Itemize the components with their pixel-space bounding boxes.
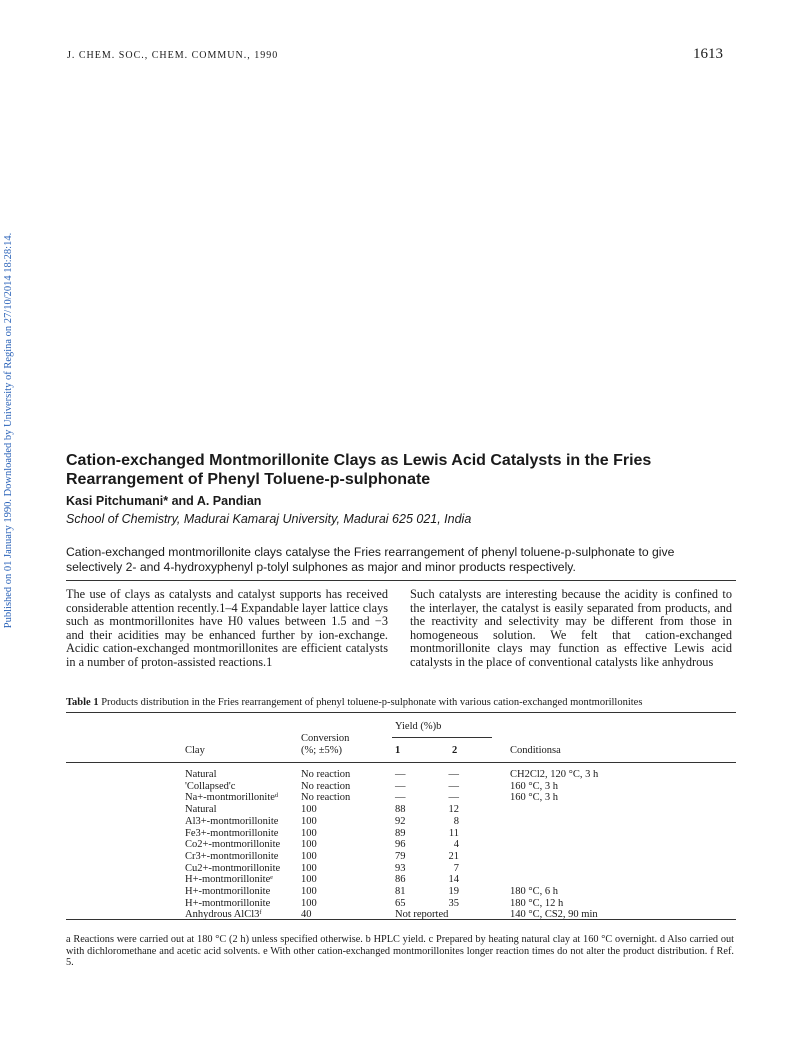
table-cell-conversion: 100 bbox=[301, 804, 317, 816]
table-cell-conditions: 160 °C, 3 h bbox=[510, 792, 558, 804]
table-cell-yield-2: 21 bbox=[448, 850, 459, 862]
table-cell-conversion: 100 bbox=[301, 862, 317, 874]
table-cell-yield-1: 96 bbox=[395, 839, 406, 851]
table-cell-yield-1: 88 bbox=[395, 804, 406, 816]
table-cell-yield-2: 4 bbox=[453, 839, 459, 851]
article-title: Cation-exchanged Montmorillonite Clays as Lewis Acid Catalysts in the Fries Rearrangement of Phenyl Toluene-p-sulphonate bbox=[66, 452, 652, 488]
table-cell-conditions: 140 °C, CS2, 90 min bbox=[510, 909, 598, 921]
table-cell-clay: Cr3+-montmorillonite bbox=[185, 850, 279, 862]
table-cell-conversion: 100 bbox=[301, 886, 317, 897]
table-cell-yield-2: 8 bbox=[453, 815, 459, 827]
table-cell-yield-1: Not reported bbox=[395, 909, 449, 921]
table-label: Table 1 bbox=[66, 697, 99, 708]
table-cell-conversion: 100 bbox=[301, 827, 317, 839]
table-cell-yield-2: — bbox=[448, 769, 459, 780]
table-caption bbox=[66, 697, 736, 708]
table-cell-yield-1: — bbox=[395, 769, 406, 780]
table-cell-yield-2: 35 bbox=[448, 897, 459, 909]
table-cell-conversion: 100 bbox=[301, 850, 317, 862]
table-top-rule bbox=[66, 712, 736, 713]
table-cell-clay: Fe3+-montmorillonite bbox=[185, 827, 279, 839]
table-cell-conversion: 100 bbox=[301, 839, 317, 851]
header-clay: Clay bbox=[185, 745, 205, 756]
running-head: J. CHEM. SOC., CHEM. COMMUN., 1990 bbox=[67, 50, 279, 61]
table-cell-clay: Natural bbox=[185, 804, 217, 816]
table-cell-yield-2: 14 bbox=[448, 874, 459, 886]
header-product-2: 2 bbox=[452, 745, 458, 756]
table-header-rule bbox=[66, 762, 736, 763]
table-cell-clay: Na+-montmorilloniteᵈ bbox=[185, 792, 279, 804]
author-list: Kasi Pitchumani* and A. Pandian bbox=[66, 494, 262, 508]
affiliation: School of Chemistry, Madurai Kamaraj University, Madurai 625 021, India bbox=[66, 512, 472, 526]
abstract-divider bbox=[66, 580, 736, 581]
table-cell-conditions: 160 °C, 3 h bbox=[510, 780, 558, 792]
header-conversion-2: (%; ±5%) bbox=[301, 745, 343, 756]
table-cell-conversion: 100 bbox=[301, 874, 317, 886]
abstract: Cation-exchanged montmorillonite clays catalyse the Fries rearrangement of phenyl toluene-p-sulphonate to give selectively 2- and 4-hydroxyphenyl p-tolyl sulphones as major and minor products respectively. bbox=[66, 545, 675, 574]
table-cell-yield-1: 65 bbox=[395, 897, 406, 909]
table-cell-conversion: No reaction bbox=[301, 792, 351, 804]
table-cell-clay: Cu2+-montmorillonite bbox=[185, 862, 281, 874]
table-footnote: a Reactions were carried out at 180 °C (2 h) unless specified otherwise. b HPLC yield. c Prepared by heating natural clay at 160 °C overnight. d Also carried out with dichloromethane and acetic acid solvents. e With other cation-exchanged montmorillonites longer reaction times do not alter the product distribution. f Ref. 5. bbox=[66, 934, 734, 968]
table-cell-yield-2: 11 bbox=[448, 827, 459, 839]
table-cell-conditions: 180 °C, 6 h bbox=[510, 886, 558, 897]
table-cell-yield-1: 81 bbox=[395, 886, 406, 897]
table-cell-conversion: No reaction bbox=[301, 780, 351, 792]
yield-subrule bbox=[392, 737, 492, 738]
table-cell-yield-1: — bbox=[395, 780, 406, 792]
header-product-1: 1 bbox=[395, 745, 401, 756]
table-cell-clay: Al3+-montmorillonite bbox=[185, 815, 279, 827]
table-cell-yield-2: — bbox=[448, 792, 459, 804]
table-cell-clay: Natural bbox=[185, 769, 217, 780]
table-cell-conversion: 40 bbox=[301, 909, 312, 921]
body-column-right: Such catalysts are interesting because the acidity is confined to the interlayer, the catalyst is easily separated from products, and the reactivity and selectivity may be different from those in homogeneous solution. We felt that cation-exchanged montmorillonite clays may function as effective Lewis acid catalysts in the place of conventional catalysts like anhydrous bbox=[410, 587, 732, 669]
table-cell-clay: Anhydrous AlCl3ᶠ bbox=[185, 909, 262, 921]
table-cell-clay: H+-montmorillonite bbox=[185, 886, 271, 897]
table-cell-conditions: CH2Cl2, 120 °C, 3 h bbox=[510, 769, 599, 780]
body-column-left: The use of clays as catalysts and catalyst supports has received considerable attention recently.1–4 Expandable layer lattice clays such as montmorillonites have H0 values between 1.5 and −3 and their acidities may be enhanced further by ion-exchange. Acidic cation-exchanged montmorillonites are efficient catalysts in a number of proton-assisted reactions.1 bbox=[66, 587, 388, 669]
download-stamp[interactable] bbox=[0, 230, 18, 630]
header-yield: Yield (%)b bbox=[395, 721, 442, 732]
table-cell-yield-2: 7 bbox=[453, 862, 459, 874]
table-cell-yield-1: — bbox=[395, 792, 406, 804]
table-cell-conversion: 100 bbox=[301, 897, 317, 909]
page-number: 1613 bbox=[693, 46, 723, 62]
table-cell-conversion: No reaction bbox=[301, 769, 351, 780]
header-conditions: Conditionsa bbox=[510, 745, 561, 756]
table-cell-clay: H+-montmorillonite bbox=[185, 897, 271, 909]
table-cell-yield-1: 79 bbox=[395, 850, 406, 862]
table-cell-clay: Co2+-montmorillonite bbox=[185, 839, 281, 851]
table-cell-yield-2: 19 bbox=[448, 886, 459, 897]
table-cell-conversion: 100 bbox=[301, 815, 317, 827]
table-cell-yield-1: 92 bbox=[395, 815, 406, 827]
table-cell-yield-1: 86 bbox=[395, 874, 406, 886]
table-cell-clay: 'Collapsed'c bbox=[185, 780, 236, 792]
table-cell-yield-1: 93 bbox=[395, 862, 406, 874]
table-cell-yield-2: 12 bbox=[448, 804, 459, 816]
table-cell-clay: H+-montmorilloniteᵉ bbox=[185, 874, 273, 886]
header-conversion-1: Conversion bbox=[301, 733, 350, 744]
download-stamp-text: Published on 01 January 1990. Downloaded by University of Regina on 27/10/2014 18:28:14. bbox=[3, 232, 15, 628]
table-bottom-rule bbox=[66, 919, 736, 920]
table-caption-text: Products distribution in the Fries rearrangement of phenyl toluene-p-sulphonate with various cation-exchanged montmorillonites bbox=[101, 697, 643, 708]
table-cell-yield-1: 89 bbox=[395, 827, 406, 839]
table-cell-yield-2: — bbox=[448, 780, 459, 792]
table-cell-conditions: 180 °C, 12 h bbox=[510, 897, 564, 909]
